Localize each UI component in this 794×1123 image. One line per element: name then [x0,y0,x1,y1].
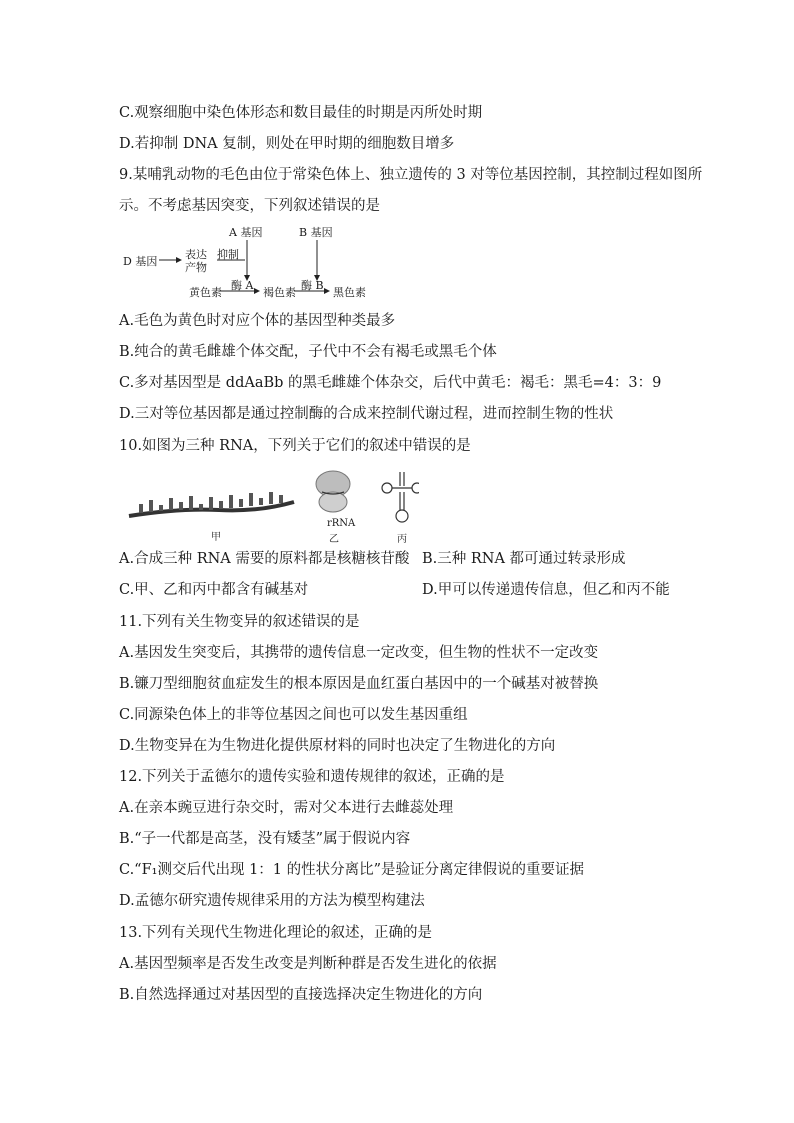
enzyme-b-label: 酶 B [301,279,324,292]
option-13a: A.基因型频率是否发生改变是判断种群是否发生进化的依据 [119,956,497,972]
option-12b: B.“子一代都是高茎，没有矮茎”属于假说内容 [119,831,411,847]
option-13b: B.自然选择通过对基因型的直接选择决定生物进化的方向 [119,987,483,1003]
option-8d: D.若抑制 DNA 复制，则处在甲时期的细胞数目增多 [119,136,455,152]
question-9-stem-1: 9.某哺乳动物的毛色由位于常染色体上、独立遗传的 3 对等位基因控制，其控制过程如图所 [119,167,703,183]
question-9-stem-2: 示。不考虑基因突变，下列叙述错误的是 [119,198,380,214]
b-gene-label: B 基因 [299,226,333,239]
option-12c: C.“F₁测交后代出现 1：1 的性状分离比”是验证分离定律假说的重要证据 [119,862,585,878]
question-12-stem: 12.下列关于孟德尔的遗传实验和遗传规律的叙述，正确的是 [119,769,505,785]
option-11d: D.生物变异在为生物进化提供原材料的同时也决定了生物进化的方向 [119,738,556,754]
option-10d: D.甲可以传递遗传信息，但乙和丙不能 [422,582,670,598]
option-12d: D.孟德尔研究遗传规律采用的方法为模型构建法 [119,893,425,909]
a-gene-label: A 基因 [229,226,263,239]
question-11-stem: 11.下列有关生物变异的叙述错误的是 [119,614,360,630]
question-10-stem: 10.如图为三种 RNA，下列关于它们的叙述中错误的是 [119,438,471,454]
option-9d: D.三对等位基因都是通过控制酶的合成来控制代谢过程，进而控制生物的性状 [119,406,614,422]
label-bing: 丙 [397,534,407,545]
rna-figure [119,466,419,544]
label-rrna: rRNA [327,518,356,529]
option-9c: C.多对基因型是 ddAaBb 的黑毛雌雄个体杂交，后代中黄毛：褐毛：黑毛=4：3：9 [119,375,662,391]
option-11b: B.镰刀型细胞贫血症发生的根本原因是血红蛋白基因中的一个碱基对被替换 [119,676,599,692]
option-12a: A.在亲本豌豆进行杂交时，需对父本进行去雌蕊处理 [119,800,454,816]
option-10b: B.三种 RNA 都可通过转录形成 [422,551,626,567]
option-10a: A.合成三种 RNA 需要的原料都是核糖核苷酸 [119,551,410,567]
rna-drawings [119,466,419,544]
d-gene-label: D 基因 [123,255,158,268]
inhibit-label: 抑制 [217,248,239,261]
option-9b: B.纯合的黄毛雌雄个体交配，子代中不会有褐毛或黑毛个体 [119,344,497,360]
pigment-pathway-diagram [119,222,399,302]
black-pigment-label: 黑色素 [333,286,366,299]
option-11c: C.同源染色体上的非等位基因之间也可以发生基因重组 [119,707,468,723]
option-8c: C.观察细胞中染色体形态和数目最佳的时期是丙所处时期 [119,105,483,121]
option-10c: C.甲、乙和丙中都含有碱基对 [119,582,309,598]
label-jia: 甲 [211,532,221,543]
question-13-stem: 13.下列有关现代生物进化理论的叙述，正确的是 [119,925,433,941]
option-11a: A.基因发生突变后，其携带的遗传信息一定改变，但生物的性状不一定改变 [119,645,599,661]
yellow-pigment-label: 黄色素 [189,286,222,299]
label-yi: 乙 [329,534,339,545]
option-9a: A.毛色为黄色时对应个体的基因型种类最多 [119,313,396,329]
product-label-1: 表达 [185,248,207,261]
brown-pigment-label: 褐色素 [263,286,296,299]
enzyme-a-label: 酶 A [231,279,254,292]
product-label-2: 产物 [185,261,207,274]
